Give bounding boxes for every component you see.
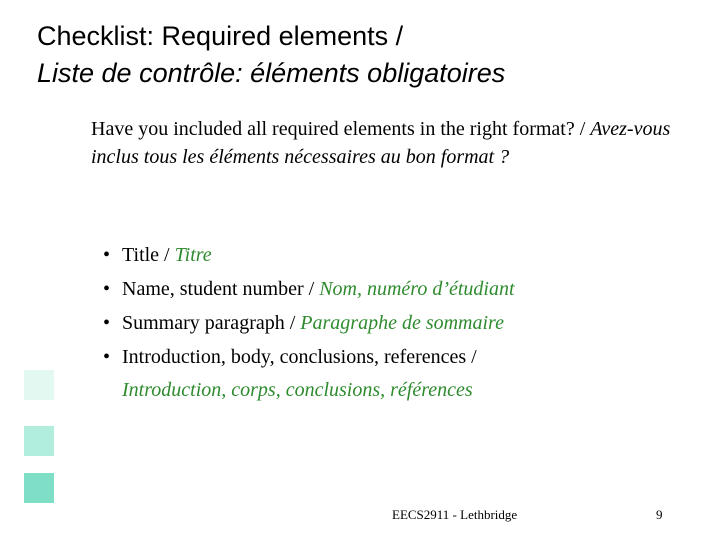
bullet-french: Paragraphe de sommaire bbox=[300, 312, 504, 334]
bullet-english: Summary paragraph / bbox=[122, 312, 301, 334]
title-english: Checklist: Required elements / bbox=[37, 21, 404, 51]
decorative-square-light bbox=[24, 370, 54, 400]
list-item bbox=[103, 272, 703, 306]
bullet-marker: • bbox=[103, 312, 111, 334]
bullet-french: Nom, numéro d’étudiant bbox=[319, 278, 515, 300]
list-item bbox=[103, 340, 703, 406]
list-item bbox=[103, 306, 703, 340]
bullet-marker: • bbox=[103, 244, 111, 266]
bullet-english: Introduction, body, conclusions, references / bbox=[122, 346, 477, 368]
slide-footer: EECS2911 - Lethbridge bbox=[392, 507, 518, 522]
checklist-bullets bbox=[103, 238, 703, 406]
bullet-french: Introduction, corps, conclusions, références bbox=[122, 379, 473, 401]
bullet-marker: • bbox=[103, 278, 111, 300]
title-french: Liste de contrôle: éléments obligatoires bbox=[37, 58, 506, 88]
slide-title bbox=[37, 18, 697, 92]
page-number: 9 bbox=[656, 507, 663, 522]
decorative-square-mid bbox=[24, 426, 54, 456]
list-item bbox=[103, 238, 703, 272]
decorative-square-dark bbox=[24, 473, 54, 503]
question-french: Avez-vous inclus tous les éléments nécessaires au bon format ? bbox=[91, 118, 671, 168]
bullet-french: Titre bbox=[174, 244, 212, 266]
question-paragraph bbox=[91, 115, 671, 171]
bullet-english: Title / bbox=[122, 244, 175, 266]
bullet-marker: • bbox=[103, 346, 111, 368]
question-english: Have you included all required elements in the right format? / bbox=[91, 118, 591, 140]
bullet-english: Name, student number / bbox=[122, 278, 320, 300]
